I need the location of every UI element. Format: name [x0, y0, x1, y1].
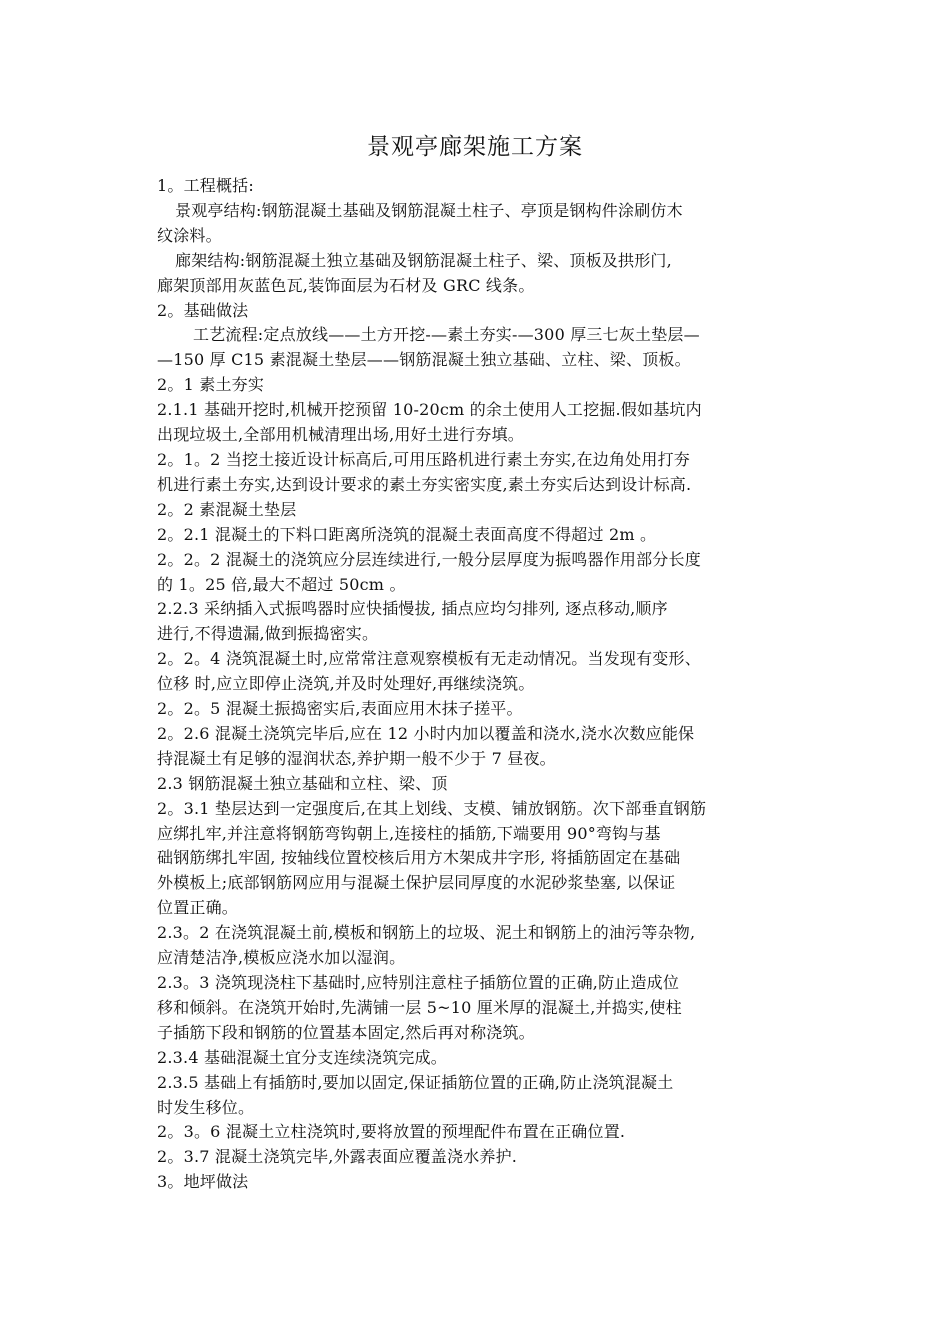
paragraph-line: 景观亭结构:钢筋混凝土基础及钢筋混凝土柱子、亭顶是钢构件涂刷仿木: [175, 200, 683, 220]
paragraph-line: 持混凝土有足够的湿润状态,养护期一般不少于 7 昼夜。: [157, 748, 556, 768]
paragraph-line: 廊架结构:钢筋混凝土独立基础及钢筋混凝土柱子、梁、顶板及拱形门,: [175, 250, 672, 270]
paragraph-line: 子插筋下段和钢筋的位置基本固定,然后再对称浇筑。: [157, 1022, 535, 1042]
paragraph-line: 外模板上;底部钢筋网应用与混凝土保护层同厚度的水泥砂浆垫塞, 以保证: [157, 873, 676, 893]
section-heading: 3。地坪做法: [157, 1172, 249, 1192]
paragraph-line: 2。2。5 混凝土振捣密实后,表面应用木抹子搓平。: [157, 699, 523, 719]
paragraph-line: 的 1。25 倍,最大不超过 50cm 。: [157, 574, 406, 594]
paragraph-line: 廊架顶部用灰蓝色瓦,装饰面层为石材及 GRC 线条。: [157, 275, 535, 295]
paragraph-line: 2.1.1 基础开挖时,机械开挖预留 10-20cm 的余土使用人工挖掘.假如基坑内: [157, 400, 702, 420]
paragraph-line: 应绑扎牢,并注意将钢筋弯钩朝上,连接柱的插筋,下端要用 90°弯钩与基: [157, 823, 661, 843]
section-heading: 1。工程概括:: [157, 176, 254, 195]
paragraph-line: 2。3.1 垫层达到一定强度后,在其上划线、支模、铺放钢筋。次下部垂直钢筋: [157, 798, 707, 818]
document-title: 景观亭廊架施工方案: [367, 134, 583, 160]
paragraph-line: 2。3.7 混凝土浇筑完毕,外露表面应覆盖浇水养护.: [157, 1147, 518, 1167]
paragraph-line: —150 厚 C15 素混凝土垫层——钢筋混凝土独立基础、立柱、梁、顶板。: [157, 350, 691, 370]
paragraph-line: 2。3。6 混凝土立柱浇筑时,要将放置的预埋配件布置在正确位置.: [157, 1122, 626, 1142]
paragraph-line: 纹涂料。: [157, 225, 222, 245]
paragraph-line: 础钢筋绑扎牢固, 按轴线位置校核后用方木架成井字形, 将插筋固定在基础: [157, 848, 681, 868]
paragraph-line: 2。2。4 浇筑混凝土时,应常常注意观察模板有无走动情况。当发现有变形、: [157, 649, 701, 669]
paragraph-line: 2.3.4 基础混凝土宜分支连续浇筑完成。: [157, 1047, 447, 1067]
paragraph-line: 位置正确。: [157, 898, 239, 918]
paragraph-line: 应清楚洁净,模板应浇水加以湿润。: [157, 948, 406, 968]
paragraph-line: 移和倾斜。在浇筑开始时,先满铺一层 5~10 厘米厚的混凝土,并捣实,使柱: [157, 997, 682, 1017]
paragraph-line: 2.3。2 在浇筑混凝土前,模板和钢筋上的垃圾、泥土和钢筋上的油污等杂物,: [157, 923, 696, 943]
paragraph-line: 出现垃圾土,全部用机械清理出场,用好土进行夯填。: [157, 425, 524, 445]
paragraph-line: 进行,不得遗漏,做到振捣密实。: [157, 624, 379, 644]
paragraph-line: 2。2.6 混凝土浇筑完毕后,应在 12 小时内加以覆盖和浇水,浇水次数应能保: [157, 723, 695, 743]
paragraph-line: 工艺流程:定点放线——土方开挖-—素土夯实-—300 厚三七灰土垫层—: [193, 325, 700, 345]
paragraph-line: 时发生移位。: [157, 1097, 255, 1117]
paragraph-line: 机进行素土夯实,达到设计要求的素土夯实密实度,素土夯实后达到设计标高.: [157, 474, 692, 494]
paragraph-line: 2.2.3 采纳插入式振鸣器时应快插慢拔, 插点应均匀排列, 逐点移动,顺序: [157, 599, 668, 619]
paragraph-line: 2。2。2 混凝土的浇筑应分层连续进行,一般分层厚度为振鸣器作用部分长度: [157, 549, 701, 569]
paragraph-line: 2。1。2 当挖土接近设计标高后,可用压路机进行素土夯实,在边角处用打夯: [157, 449, 690, 469]
section-heading: 2。基础做法: [157, 300, 249, 320]
document-body: [157, 174, 807, 1195]
paragraph-line: 2.3.5 基础上有插筋时,要加以固定,保证插筋位置的正确,防止浇筑混凝土: [157, 1072, 674, 1092]
section-heading: 2.3 钢筋混凝土独立基础和立柱、梁、顶: [157, 773, 448, 793]
paragraph-line: 2.3。3 浇筑现浇柱下基础时,应特别注意柱子插筋位置的正确,防止造成位: [157, 973, 680, 992]
paragraph-line: 2。2.1 混凝土的下料口距离所浇筑的混凝土表面高度不得超过 2m 。: [157, 524, 657, 544]
section-heading: 2。2 素混凝土垫层: [157, 499, 297, 519]
section-heading: 2。1 素土夯实: [157, 375, 265, 395]
paragraph-line: 位移 时,应立即停止浇筑,并及时处理好,再继续浇筑。: [157, 674, 535, 694]
